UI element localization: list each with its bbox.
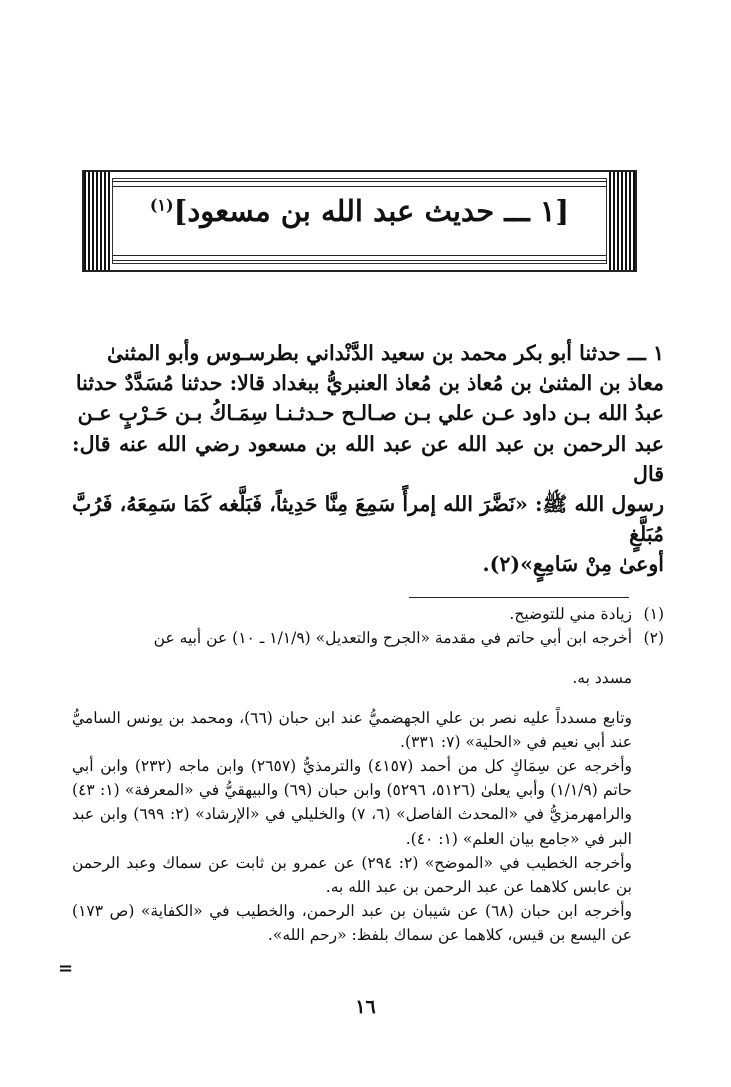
frame-ornament-right bbox=[609, 172, 635, 270]
body-line: أوعىٰ مِنْ سَامِعٍ»(٢). bbox=[482, 552, 664, 577]
footnote-paragraph: وأخرجه عن سِمَاكٍ كل من أحمد (٤١٥٧) والترمذيُّ (٢٦٥٧) وابن ماجه (٢٣٢) وابن أبي حاتم (١/١/٩) وأبي يعلىٰ (٥١٢٦، ٥٢٩٦) وابن حبان (٦٩) والبيهقيُّ في «المعرفة» (١: ٤٣) والرامهرمزيُّ في «المحدث الفاصل» (٦، ٧) والخليلي في «الإرشاد» (٢: ٦٩٩) وابن عبد البر في «جامع بيان العلم» (١: ٤٠). bbox=[72, 757, 632, 848]
hadith-text bbox=[72, 338, 664, 580]
footnote-number: (٢) bbox=[643, 629, 664, 648]
frame-ornament-left bbox=[84, 172, 110, 270]
footnote-2-continuation: مسدد به. bbox=[572, 668, 632, 687]
title-footnote-ref: (١) bbox=[149, 195, 174, 215]
body-line: رسول الله ﷺ: «نَضَّرَ الله إمرأً سَمِعَ مِنَّا حَدِيثاً، فَبَلَّغه كَمَا سَمِعَهُ، فَرُبَّ مُبَلَّغٍ bbox=[72, 492, 664, 547]
footnotes bbox=[72, 602, 664, 948]
footnote-number: (١) bbox=[643, 605, 664, 623]
body-line: معاذ بن المثنىٰ بن مُعاذ بن مُعاذ العنبريُّ ببغداد قالا: حدثنا مُسَدَّدٌ حدثنا bbox=[75, 371, 664, 396]
body-line: عبدُ الله بـن داود عـن علي بـن صـالـح حـدثـنـا سِمَـاكُ بـن حَـرْبٍ عـن bbox=[77, 401, 664, 426]
frame-line-top bbox=[113, 181, 606, 187]
footnote-text: زيادة مني للتوضيح. bbox=[509, 605, 632, 623]
body-line: عبد الرحمن بن عبد الله عن عبد الله بن مسعود رضي الله عنه قال: قال bbox=[72, 431, 664, 486]
footnote-text: أخرجه ابن أبي حاتم في مقدمة «الجرح والتعديل» (١/١/٩ ـ ١٠) عن أبيه عن bbox=[153, 629, 632, 648]
footnote-divider bbox=[409, 597, 629, 598]
section-title bbox=[112, 194, 607, 228]
page-number: ١٦ bbox=[355, 996, 376, 1018]
footnote-paragraph: وتابع مسدداً عليه نصر بن علي الجهضميُّ عند ابن حبان (٦٦)، ومحمد بن يونس الساميُّ عند أبي نعيم في «الحلية» (٧: ٣٣١). bbox=[72, 708, 632, 751]
footnote-1 bbox=[72, 602, 664, 626]
section-title-text: [١ ـــ حديث عبد الله بن مسعود] bbox=[173, 194, 570, 228]
footnote-2 bbox=[72, 626, 664, 650]
title-frame bbox=[82, 170, 637, 272]
continuation-mark: = bbox=[58, 958, 74, 979]
footnote-paragraph: وأخرجه ابن حبان (٦٨) عن شيبان بن عبد الرحمن، والخطيب في «الكفاية» (ص ١٧٣) عن اليسع بن قيس، كلاهما عن سماك بلفظ: «رحم الله». bbox=[72, 902, 632, 945]
body-line: ١ ـــ حدثنا أبو بكر محمد بن سعيد الدَّنْداني بطرسـوس وأبو المثنىٰ bbox=[106, 341, 664, 365]
footnote-paragraph: وأخرجه الخطيب في «الموضح» (٢: ٢٩٤) عن عمرو بن ثابت عن سماك وعبد الرحمن بن عابس كلاهما عن عبد الرحمن بن عبد الله به. bbox=[72, 853, 633, 897]
frame-line-bottom bbox=[113, 255, 606, 261]
